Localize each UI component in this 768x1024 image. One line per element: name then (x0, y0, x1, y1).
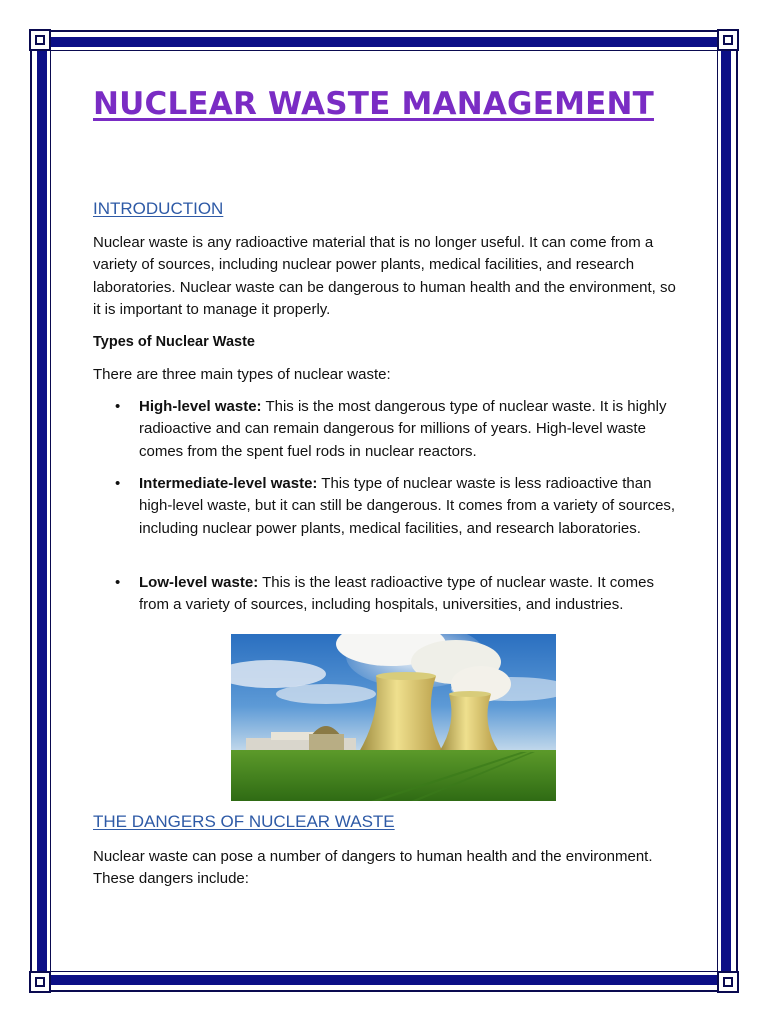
corner-ornament-top-left (29, 29, 51, 51)
document-title: NUCLEAR WASTE MANAGEMENT (93, 86, 654, 122)
list-item-term: Low-level waste: (139, 574, 259, 591)
corner-ornament-bottom-right (717, 971, 739, 993)
introduction-heading: INTRODUCTION (93, 199, 224, 218)
types-lead-sentence: There are three main types of nuclear waste: (93, 366, 391, 383)
list-item-text: This type of nuclear waste is less radioactive than high-level waste, but it can still be dangerous. It comes from a variety of sources, including nuclear power plants, medical facilities, and research laboratories. (139, 475, 676, 537)
list-item-text: This is the most dangerous type of nuclear waste. It is highly radioactive and can remain dangerous for millions of years. High-level waste comes from the spent fuel rods in nuclear reactors. (139, 398, 667, 460)
nuclear-power-plant-photo (231, 634, 556, 801)
types-subheading: Types of Nuclear Waste (93, 334, 255, 350)
dangers-paragraph: Nuclear waste can pose a number of dangers to human health and the environment. These dangers include: (93, 848, 653, 888)
corner-ornament-bottom-left (29, 971, 51, 993)
bullet-icon: • (115, 398, 121, 415)
list-item (93, 473, 677, 540)
corner-ornament-top-right (717, 29, 739, 51)
bullet-icon: • (115, 574, 121, 591)
list-item (93, 572, 677, 617)
list-item-text: This is the least radioactive type of nuclear waste. It comes from a variety of sources, including hospitals, universities, and industries. (139, 574, 654, 614)
list-item-term: Intermediate-level waste: (139, 475, 318, 492)
dangers-heading: THE DANGERS OF NUCLEAR WASTE (93, 812, 395, 831)
types-list-low (93, 572, 683, 617)
types-list-high (93, 396, 683, 463)
list-item-term: High-level waste: (139, 398, 262, 415)
types-list-intermediate (93, 473, 683, 540)
bullet-icon: • (115, 475, 121, 492)
list-item (93, 396, 677, 463)
introduction-paragraph: Nuclear waste is any radioactive material that is no longer useful. It can come from a variety of sources, including nuclear power plants, medical facilities, and research laboratories. Nuclear waste can be dangerous to human health and the environment, so it is important to manage it properly. (93, 234, 676, 318)
